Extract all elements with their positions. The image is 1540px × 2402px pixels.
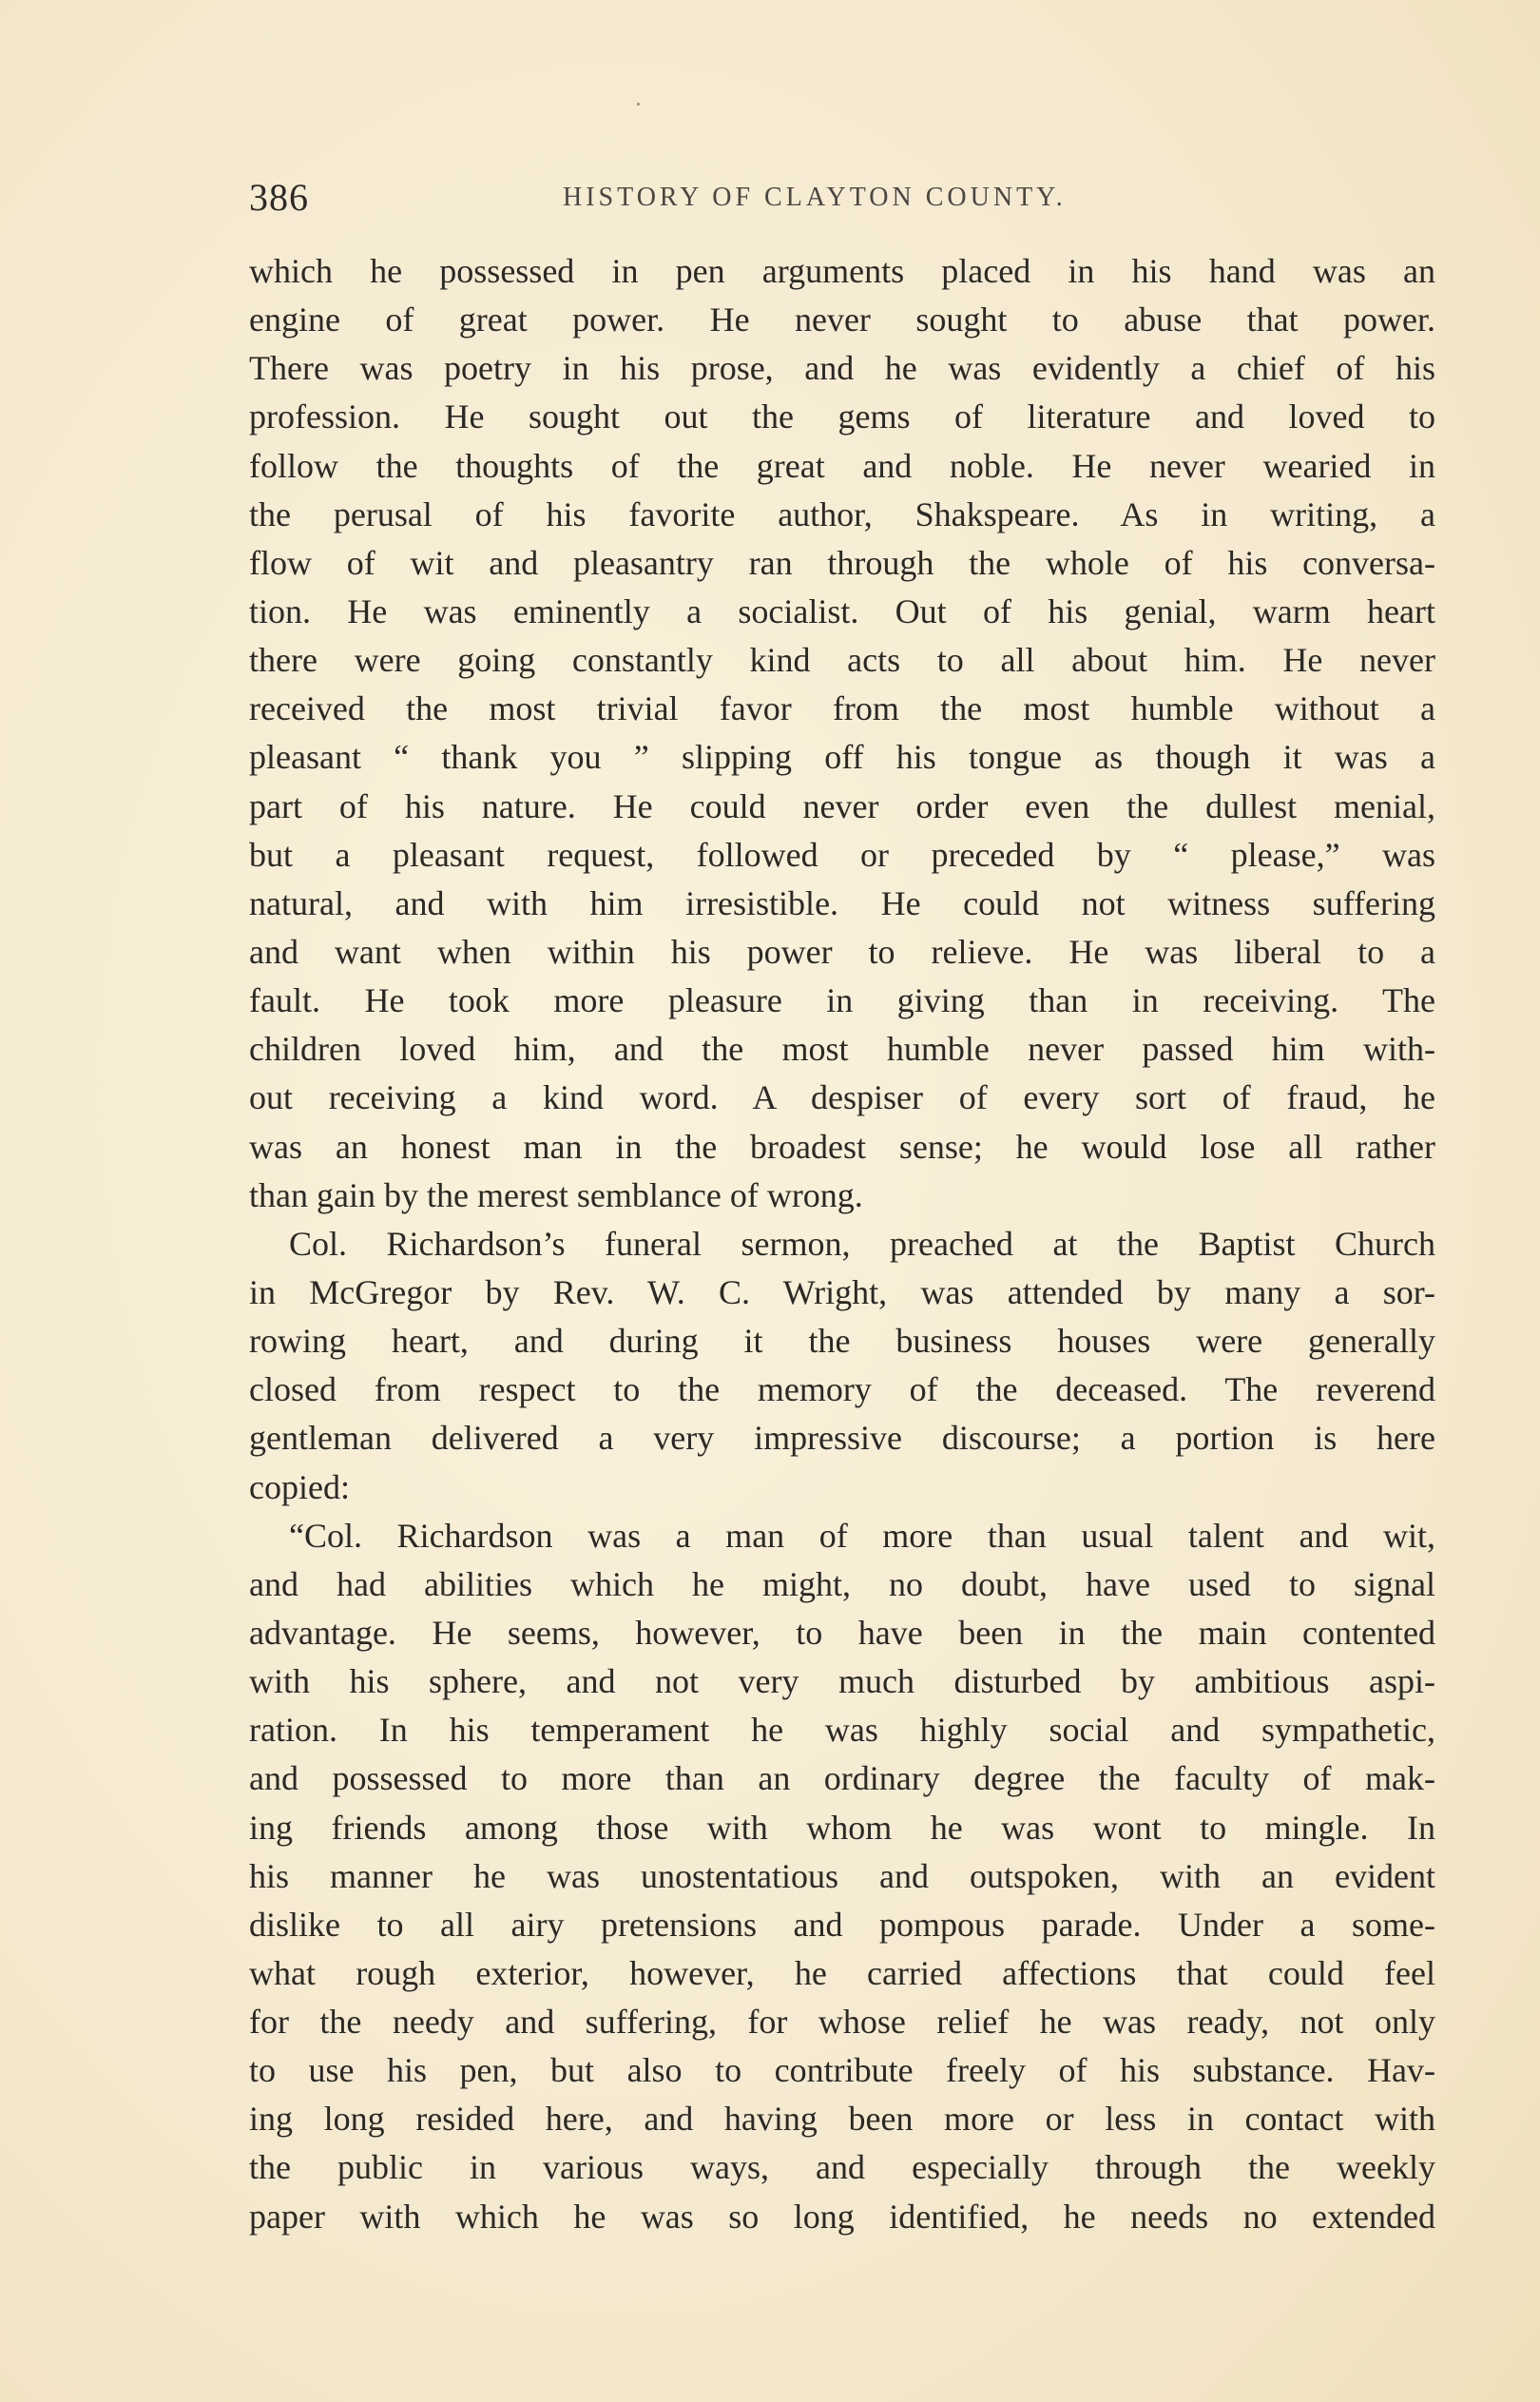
text-line: to use his pen, but also to contribute freely of his substance. Hav- <box>249 2051 1435 2090</box>
text-line: follow the thoughts of the great and noble. He never wearied in <box>249 446 1435 485</box>
text-line: but a pleasant request, followed or preceded by “ please,” was <box>249 835 1435 874</box>
text-line: in McGregor by Rev. W. C. Wright, was attended by many a sor- <box>249 1272 1435 1311</box>
text-line: profession. He sought out the gems of literature and loved to <box>249 397 1435 436</box>
text-line: part of his nature. He could never order even the dullest menial, <box>249 786 1435 825</box>
body-text <box>249 247 1435 2241</box>
text-line: for the needy and suffering, for whose relief he was ready, not only <box>249 2003 1435 2042</box>
text-line: fault. He took more pleasure in giving than in receiving. The <box>249 981 1435 1020</box>
text-line: dislike to all airy pretensions and pompous parade. Under a some- <box>249 1905 1435 1944</box>
text-line: there were going constantly kind acts to all about him. He never <box>249 641 1435 680</box>
text-line: Col. Richardson’s funeral sermon, preached at the Baptist Church <box>289 1224 1435 1263</box>
paper-speck <box>637 103 640 106</box>
text-line: copied: <box>249 1467 350 1506</box>
text-line: received the most trivial favor from the most humble without a <box>249 689 1435 728</box>
text-line: advantage. He seems, however, to have been in the main contented <box>249 1613 1435 1652</box>
text-line: flow of wit and pleasantry ran through the whole of his conversa- <box>249 543 1435 582</box>
text-line: and possessed to more than an ordinary degree the faculty of mak- <box>249 1759 1435 1798</box>
text-line: was an honest man in the broadest sense; he would lose all rather <box>249 1127 1435 1166</box>
text-line: which he possessed in pen arguments placed in his hand was an <box>249 252 1435 290</box>
text-line: rowing heart, and during it the business houses were generally <box>249 1322 1435 1361</box>
text-line: ing long resided here, and having been more or less in contact with <box>249 2100 1435 2139</box>
text-line: with his sphere, and not very much disturbed by ambitious aspi- <box>249 1662 1435 1701</box>
text-line: than gain by the merest semblance of wrong. <box>249 1175 863 1214</box>
text-line: children loved him, and the most humble never passed him with- <box>249 1030 1435 1069</box>
text-line: and want when within his power to relieve. He was liberal to a <box>249 932 1435 971</box>
text-line: There was poetry in his prose, and he was evidently a chief of his <box>249 349 1435 388</box>
text-line: the perusal of his favorite author, Shakspeare. As in writing, a <box>249 494 1435 533</box>
text-line: tion. He was eminently a socialist. Out of his genial, warm heart <box>249 591 1435 630</box>
text-line: out receiving a kind word. A despiser of every sort of fraud, he <box>249 1078 1435 1117</box>
text-line: gentleman delivered a very impressive discourse; a portion is here <box>249 1419 1435 1458</box>
text-line: closed from respect to the memory of the deceased. The reverend <box>249 1370 1435 1409</box>
text-line: what rough exterior, however, he carried affections that could feel <box>249 1953 1435 1992</box>
text-line: his manner he was unostentatious and outspoken, with an evident <box>249 1856 1435 1895</box>
page-number: 386 <box>249 176 309 219</box>
text-line: the public in various ways, and especially through the weekly <box>249 2148 1435 2187</box>
text-line: natural, and with him irresistible. He could not witness suffering <box>249 883 1435 922</box>
text-line: and had abilities which he might, no doubt, have used to signal <box>249 1564 1435 1603</box>
text-line: paper with which he was so long identified, he needs no extended <box>249 2197 1435 2236</box>
page-header <box>249 175 1420 228</box>
text-line: ing friends among those with whom he was wont to mingle. In <box>249 1808 1435 1847</box>
text-line: pleasant “ thank you ” slipping off his tongue as though it was a <box>249 738 1435 777</box>
text-line: ration. In his temperament he was highly social and sympathetic, <box>249 1711 1435 1750</box>
text-line: “Col. Richardson was a man of more than usual talent and wit, <box>289 1516 1435 1555</box>
text-line: engine of great power. He never sought to abuse that power. <box>249 300 1435 339</box>
running-title: HISTORY OF CLAYTON COUNTY. <box>563 183 1067 212</box>
